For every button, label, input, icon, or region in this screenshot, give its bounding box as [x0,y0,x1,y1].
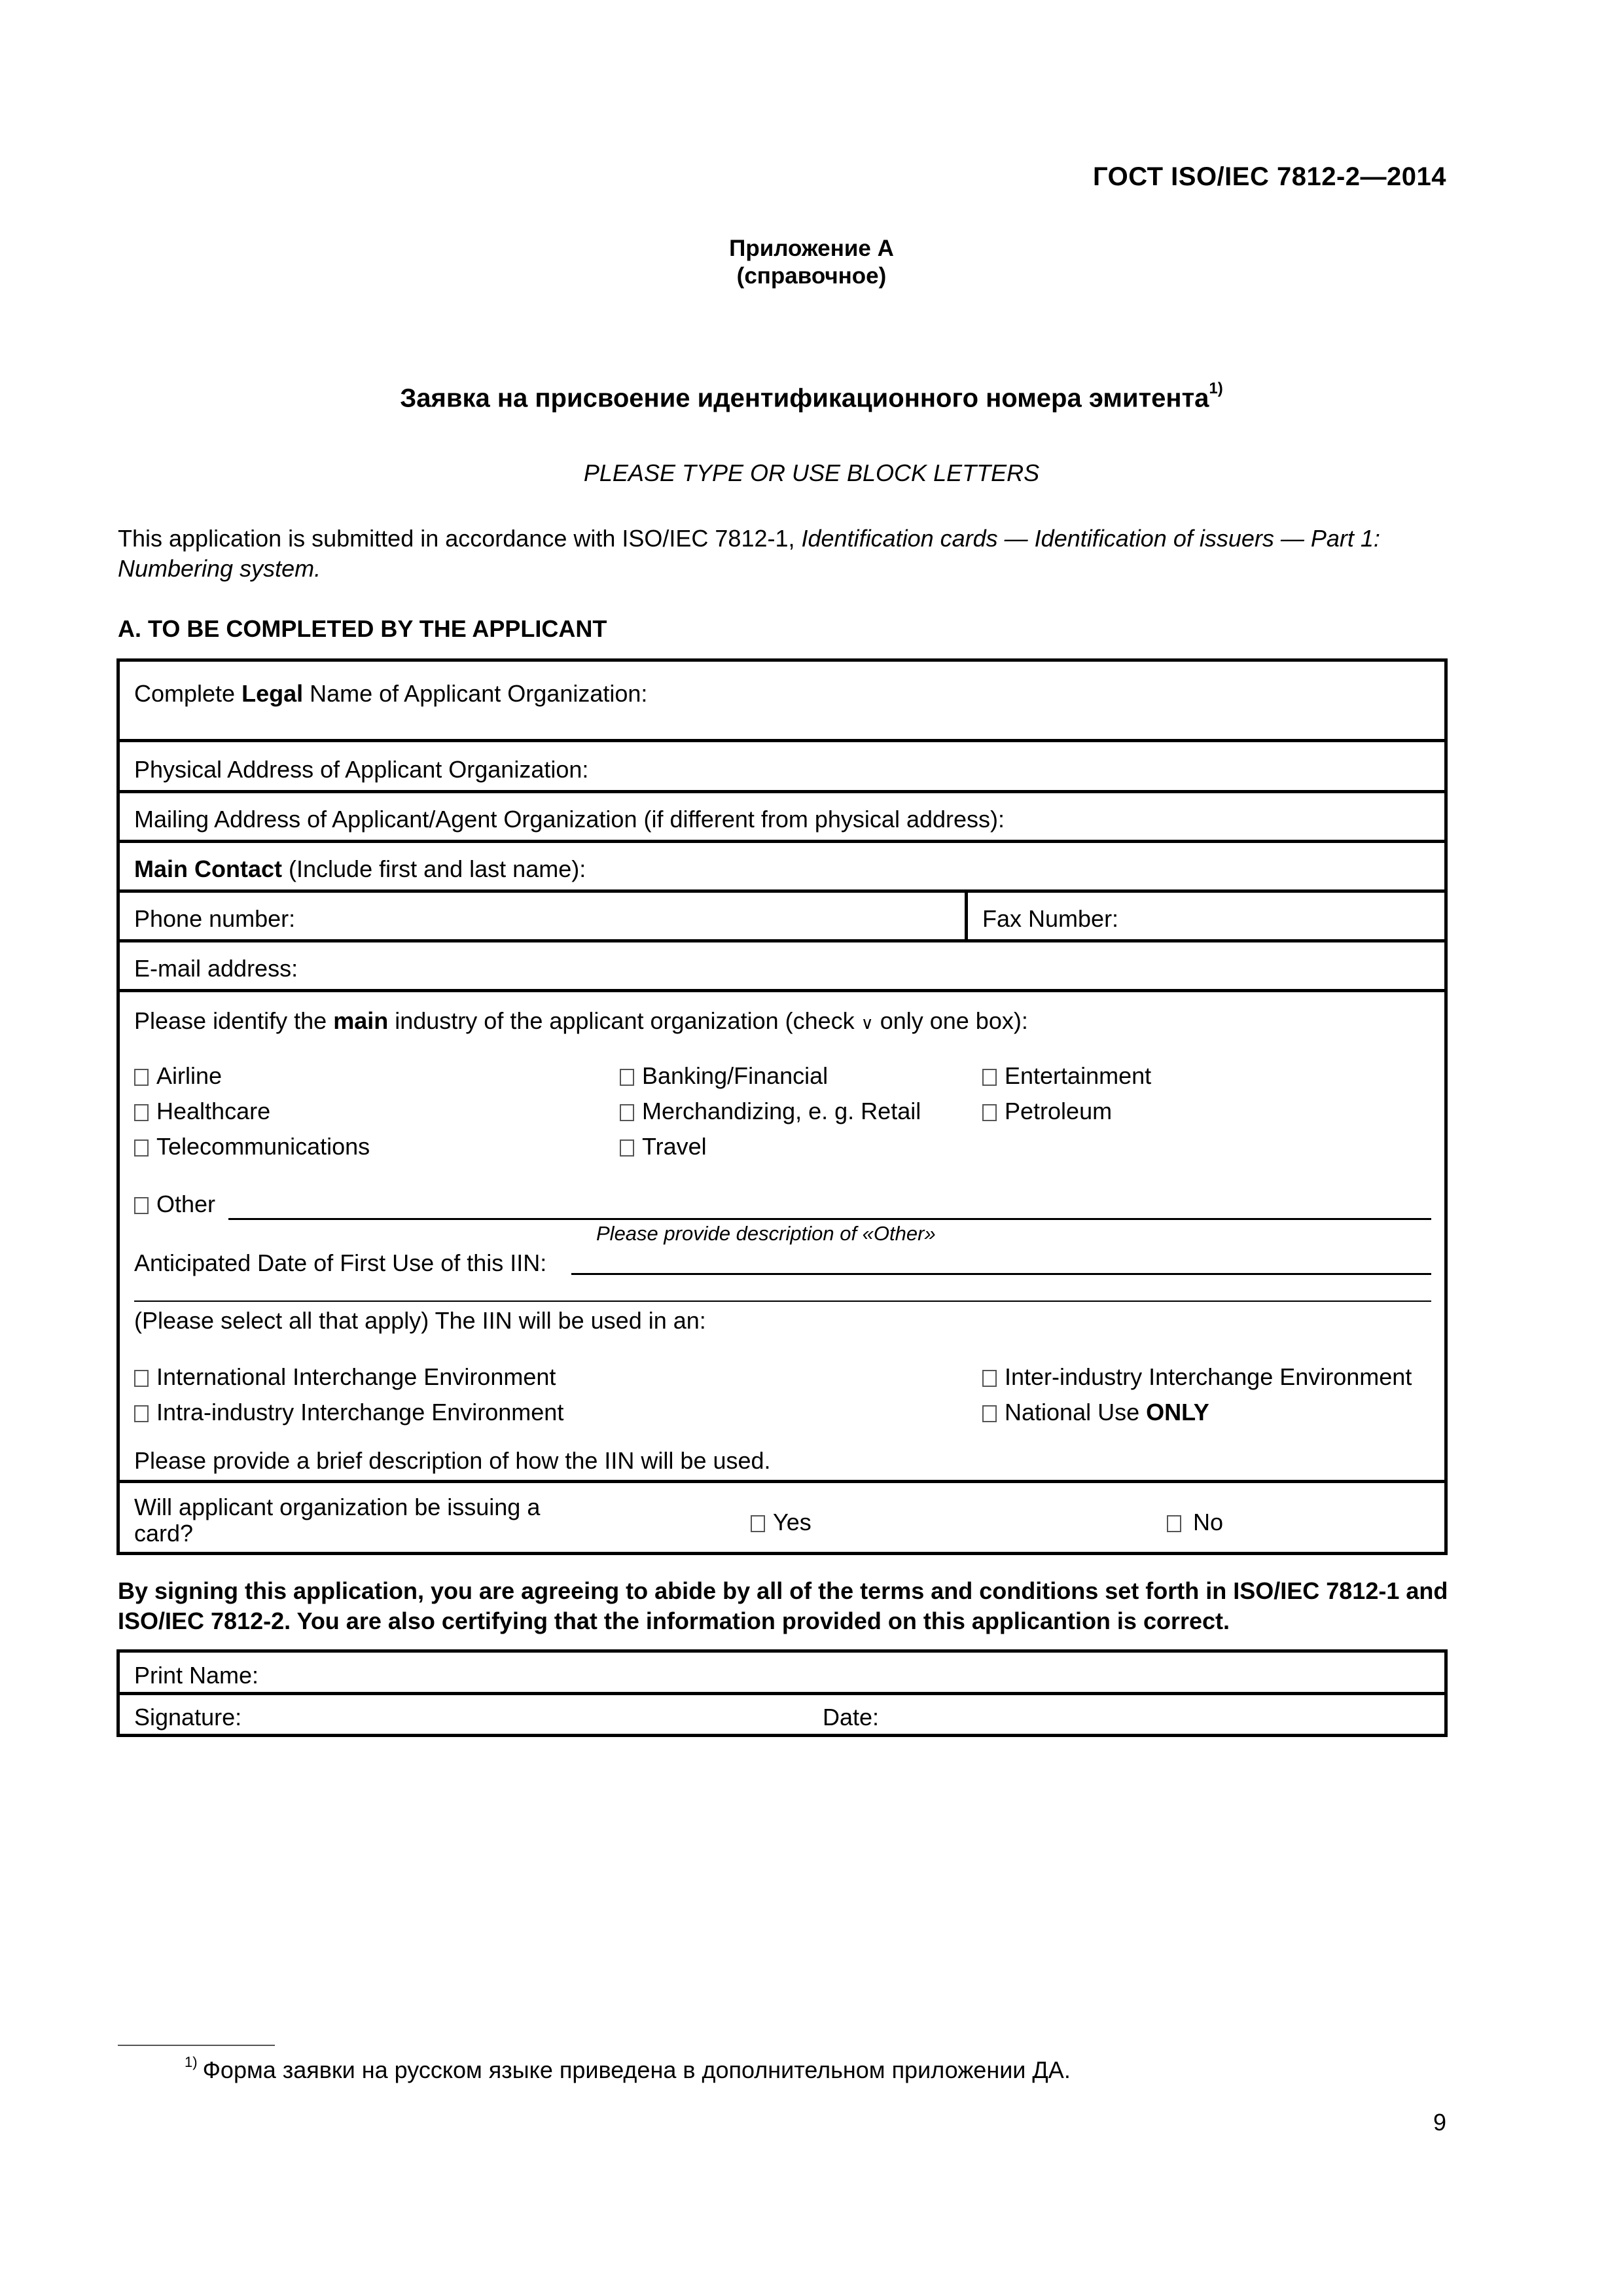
first-use-label: Anticipated Date of First Use of this IIN: [134,1249,547,1276]
physical-address-field[interactable]: Physical Address of Applicant Organization: [134,756,589,783]
legal-name-label-post: Name of Applicant Organization: [303,680,648,707]
usage-option-label: Intra-industry Interchange Environment [156,1399,564,1426]
industry-option-airline[interactable] [134,1062,222,1090]
legal-name-field[interactable] [134,680,647,708]
usage-option-national[interactable] [982,1399,1209,1426]
usage-option-inter-industry[interactable] [982,1363,1412,1391]
form-title-footnote-mark: 1) [1209,380,1223,397]
footnote [185,2056,1071,2084]
industry-option-healthcare[interactable] [134,1098,270,1125]
signature-form [116,1649,1448,1737]
checkbox[interactable] [751,1515,765,1532]
check-mark-glyph: ∨ [861,1013,874,1033]
footnote-text: Форма заявки на русском языке приведена в дополнительном приложении ДА. [202,2056,1071,2083]
email-field[interactable]: E-mail address: [134,955,298,982]
checkbox[interactable] [134,1197,149,1214]
industry-prompt-end: only one box): [873,1007,1028,1034]
industry-option-entertainment[interactable] [982,1062,1151,1090]
usage-option-label: National Use [1005,1399,1147,1426]
intro-italic: Identification cards — Identification of issuers — Part 1: Numbering system. [118,525,1380,582]
checkbox[interactable] [134,1104,149,1121]
page-number: 9 [1433,2109,1446,2136]
checkbox[interactable] [620,1104,634,1121]
checkbox[interactable] [982,1104,997,1121]
annex-subtitle: (справочное) [736,263,887,289]
card-question-line-1: Will applicant organization be issuing a [134,1494,541,1520]
national-only-bold: ONLY [1146,1399,1209,1426]
industry-option-label: Merchandizing, e. g. Retail [642,1098,921,1124]
industry-prompt-post: industry of the applicant organization (check [388,1007,861,1034]
intro-plain: This application is submitted in accordance with ISO/IEC 7812-1, [118,525,802,552]
industry-prompt [134,1007,1028,1035]
checkbox[interactable] [620,1139,634,1157]
first-use-date-line[interactable] [571,1273,1431,1275]
industry-option-label: Telecommunications [156,1133,370,1160]
industry-option-banking[interactable] [620,1062,828,1090]
industry-option-merchandizing[interactable] [620,1098,921,1125]
checkbox[interactable] [982,1370,997,1387]
standard-number: ГОСТ ISO/IEC 7812-2—2014 [1092,162,1446,191]
print-name-field[interactable]: Print Name: [134,1662,259,1689]
industry-prompt-pre: Please identify the [134,1007,334,1034]
industry-option-label: Entertainment [1005,1062,1152,1089]
checkbox[interactable] [134,1370,149,1387]
annex-title: Приложение А [729,236,894,261]
checkbox[interactable] [982,1405,997,1422]
industry-option-travel[interactable] [620,1133,707,1160]
usage-option-intra-industry[interactable] [134,1399,563,1426]
footnote-rule [118,2045,275,2046]
date-field[interactable]: Date: [823,1704,880,1731]
no-label: No [1193,1509,1224,1535]
industry-option-label: Banking/Financial [642,1062,829,1089]
usage-option-label: Inter-industry Interchange Environment [1005,1363,1412,1390]
usage-prompt: (Please select all that apply) The IIN will be used in an: [134,1307,706,1334]
industry-option-label: Healthcare [156,1098,271,1124]
checkbox[interactable] [620,1069,634,1086]
other-hint: Please provide description of «Other» [596,1222,936,1245]
industry-option-label: Travel [642,1133,707,1160]
other-description-line[interactable] [228,1218,1431,1220]
industry-option-other[interactable] [134,1191,215,1218]
industry-prompt-bold: main [333,1007,389,1034]
usage-description-prompt: Please provide a brief description of how the IIN will be used. [134,1447,771,1474]
checkbox[interactable] [1167,1515,1181,1532]
checkbox[interactable] [982,1069,997,1086]
checkbox[interactable] [134,1139,149,1157]
industry-option-petroleum[interactable] [982,1098,1112,1125]
consent-statement: By signing this application, you are agreeing to abide by all of the terms and conditions set forth in ISO/IEC 7812-1 and ISO/IEC 7812-2. You are also certifying that the information provided on this applicantion is correct. [118,1577,1448,1634]
phone-field[interactable]: Phone number: [134,905,296,932]
card-question [134,1494,540,1547]
legal-name-label-bold: Legal [241,680,304,707]
form-title [0,380,1623,413]
industry-option-label: Petroleum [1005,1098,1113,1124]
divider-line [134,1300,1431,1302]
usage-option-label: International Interchange Environment [156,1363,556,1390]
signature-field[interactable]: Signature: [134,1704,242,1731]
industry-option-telecommunications[interactable] [134,1133,370,1160]
card-yes-option[interactable] [751,1509,812,1536]
main-contact-field[interactable] [134,855,586,883]
mailing-address-field[interactable]: Mailing Address of Applicant/Agent Organization (if different from physical address): [134,806,1005,833]
industry-other-label: Other [156,1191,216,1217]
section-a-heading: A. TO BE COMPLETED BY THE APPLICANT [118,615,607,642]
footnote-mark: 1) [185,2054,198,2070]
intro-paragraph [118,524,1446,584]
checkbox[interactable] [134,1069,149,1086]
form-title-text: Заявка на присвоение идентификационного номера эмитента [400,384,1209,413]
applicant-form [116,658,1448,1555]
industry-option-label: Airline [156,1062,223,1089]
legal-name-label-pre: Complete [134,680,242,707]
main-contact-label-post: (Include first and last name): [282,855,586,882]
usage-option-international[interactable] [134,1363,556,1391]
checkbox[interactable] [134,1405,149,1422]
form-instruction: PLEASE TYPE OR USE BLOCK LETTERS [583,459,1040,486]
yes-label: Yes [773,1509,812,1535]
card-no-option[interactable] [1167,1509,1223,1536]
main-contact-label-bold: Main Contact [134,855,283,882]
fax-field[interactable]: Fax Number: [982,905,1119,932]
card-question-line-2: card? [134,1520,194,1547]
